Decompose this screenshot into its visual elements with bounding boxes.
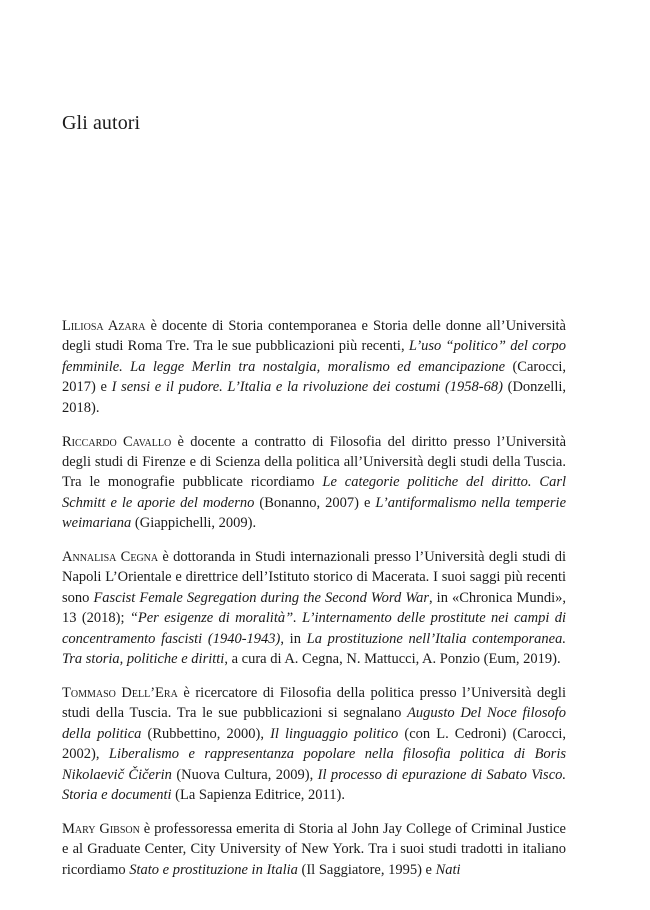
author-entry	[62, 432, 566, 534]
book-title: Nati	[435, 861, 461, 878]
entry-text: è dottoranda in Studi internazionali presso l’Università degli studi di Napoli L’Orientale e direttrice dell’Istituto storico di Macerata. I suoi saggi più recenti sono	[62, 549, 566, 606]
entry-text: , in	[280, 630, 307, 647]
entry-text: è docente a contratto di Filosofia del diritto presso l’Università degli studi di Firenze e di Scienza della politica all’Università degli studi della Tuscia. Tra le monografie pubblicate ricordiamo	[62, 433, 567, 491]
book-title: Il processo di epurazione di Sabato Visco. Storia e documenti	[62, 766, 567, 804]
entry-text: è ricercatore di Filosofia della politica presso l’Università degli studi della Tuscia. Tra le sue pubblicazioni si segnalano	[62, 685, 566, 722]
book-title: Augusto Del Noce filosofo della politica	[62, 705, 566, 742]
entry-text: (Rubbettino, 2000),	[141, 725, 271, 742]
book-title: Il linguaggio politico	[270, 725, 399, 742]
entry-text: (La Sapienza Editrice, 2011).	[171, 787, 345, 804]
book-title: L’antiformalismo nella temperie weimariana	[62, 494, 567, 532]
author-name: Tommaso Dell’Era	[62, 685, 178, 701]
author-entry	[62, 683, 566, 805]
author-name: Riccardo Cavallo	[62, 433, 172, 450]
author-entry	[62, 316, 566, 418]
entry-text: è docente di Storia contemporanea e Storia delle donne all’Università degli studi Roma Tre. Tra le sue pubblicazioni più recenti,	[62, 318, 566, 355]
author-name: Liliosa Azara	[62, 318, 146, 334]
book-title: La prostituzione nell’Italia contemporanea. Tra storia, politiche e diritti	[62, 630, 566, 668]
author-name: Annalisa Cegna	[62, 549, 159, 566]
author-entry	[62, 819, 566, 880]
essay-title: “Per esigenze di moralità”. L’internamento delle prostitute nei campi di concentramento fascisti (1940-1943)	[62, 610, 566, 647]
page-title: Gli autori	[62, 112, 141, 134]
entry-text: (Il Saggiatore, 1995) e	[297, 861, 436, 878]
book-title: L’uso “politico” del corpo femminile. La legge Merlin tra nostalgia, moralismo ed emancipazione	[62, 338, 566, 375]
entry-text: , in «Chronica Mundi», 13 (2018);	[62, 589, 566, 627]
entry-text: , a cura di A. Cegna, N. Mattucci, A. Ponzio (Eum, 2019).	[224, 651, 561, 668]
entry-text: (con L. Cedroni) (Carocci, 2002),	[62, 725, 566, 763]
author-list	[62, 316, 566, 894]
entry-text: (Nuova Cultura, 2009),	[171, 766, 318, 783]
book-title: Stato e prostituzione in Italia	[129, 861, 298, 878]
entry-text: (Giappichelli, 2009).	[131, 515, 257, 532]
author-name: Mary Gibson	[62, 820, 140, 837]
book-title: Le categorie politiche del diritto. Carl Schmitt e le aporie del moderno	[62, 474, 567, 511]
essay-title: Fascist Female Segregation during the Second Word War	[93, 589, 429, 606]
book-title: I sensi e il pudore. L’Italia e la rivoluzione dei costumi (1958-68)	[111, 379, 503, 396]
entry-text: è professoressa emerita di Storia al John Jay College of Criminal Justice e al Graduate Center, City University of New York. Tra i suoi studi tradotti in italiano ricordiamo	[62, 820, 566, 878]
author-entry	[62, 547, 566, 669]
entry-text: (Bonanno, 2007) e	[254, 494, 376, 511]
entry-text: (Carocci, 2017) e	[62, 358, 566, 396]
entry-text: (Donzelli, 2018).	[62, 379, 567, 416]
book-title: Liberalismo e rappresentanza popolare nella filosofia politica di Boris Nikolaevič Čičerin	[62, 746, 566, 783]
